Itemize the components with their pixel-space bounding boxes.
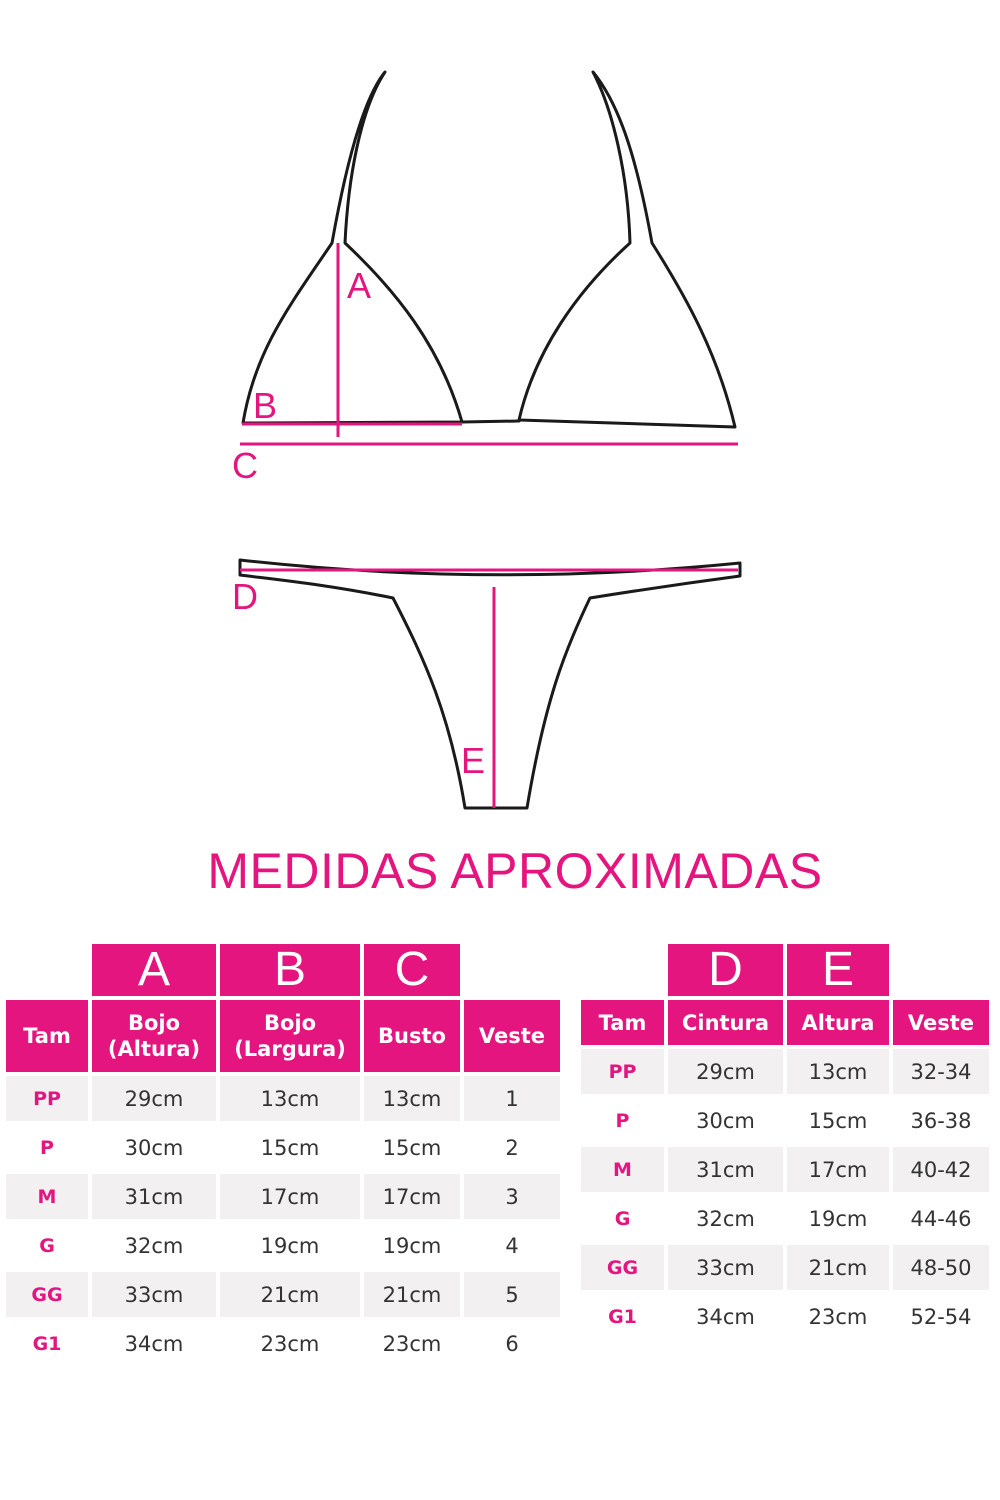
empty-cell bbox=[893, 944, 989, 996]
marker-label-a: A bbox=[347, 265, 372, 306]
table-row bbox=[6, 1174, 560, 1219]
header-cintura: Cintura bbox=[668, 1000, 783, 1045]
size-cell: GG bbox=[581, 1245, 664, 1290]
value-cell: 23cm bbox=[364, 1321, 460, 1366]
empty-cell bbox=[464, 944, 560, 996]
size-cell: P bbox=[6, 1125, 88, 1170]
value-cell: 33cm bbox=[668, 1245, 783, 1290]
value-cell: 17cm bbox=[787, 1147, 889, 1192]
header-tam: Tam bbox=[581, 1000, 664, 1045]
table-row bbox=[6, 1321, 560, 1366]
bottom-header-row bbox=[581, 1000, 989, 1045]
marker-label-d: D bbox=[232, 576, 258, 617]
value-cell: 13cm bbox=[364, 1076, 460, 1121]
value-cell: 15cm bbox=[220, 1125, 360, 1170]
value-cell: 21cm bbox=[220, 1272, 360, 1317]
size-cell: M bbox=[581, 1147, 664, 1192]
header-veste: Veste bbox=[464, 1000, 560, 1072]
header-busto: Busto bbox=[364, 1000, 460, 1072]
size-cell: G bbox=[581, 1196, 664, 1241]
size-cell: G bbox=[6, 1223, 88, 1268]
size-cell: M bbox=[6, 1174, 88, 1219]
table-row bbox=[581, 1294, 989, 1339]
value-cell: 29cm bbox=[668, 1049, 783, 1094]
value-cell: 32cm bbox=[668, 1196, 783, 1241]
value-cell: 2 bbox=[464, 1125, 560, 1170]
value-cell: 17cm bbox=[220, 1174, 360, 1219]
size-cell: PP bbox=[581, 1049, 664, 1094]
empty-cell bbox=[6, 944, 88, 996]
header-bojo-altura: Bojo (Altura) bbox=[92, 1000, 216, 1072]
value-cell: 1 bbox=[464, 1076, 560, 1121]
value-cell: 23cm bbox=[787, 1294, 889, 1339]
value-cell: 29cm bbox=[92, 1076, 216, 1121]
value-cell: 36-38 bbox=[893, 1098, 989, 1143]
value-cell: 33cm bbox=[92, 1272, 216, 1317]
value-cell: 34cm bbox=[668, 1294, 783, 1339]
marker-label-e: E bbox=[461, 740, 486, 781]
measurement-lines bbox=[240, 243, 738, 808]
bottom-letter-row bbox=[581, 944, 989, 996]
column-letter-c: C bbox=[364, 944, 460, 996]
value-cell: 13cm bbox=[787, 1049, 889, 1094]
table-row bbox=[581, 1147, 989, 1192]
size-cell: G1 bbox=[581, 1294, 664, 1339]
column-letter-d: D bbox=[668, 944, 783, 996]
value-cell: 44-46 bbox=[893, 1196, 989, 1241]
table-row bbox=[581, 1196, 989, 1241]
value-cell: 15cm bbox=[364, 1125, 460, 1170]
value-cell: 19cm bbox=[220, 1223, 360, 1268]
size-cell: G1 bbox=[6, 1321, 88, 1366]
value-cell: 4 bbox=[464, 1223, 560, 1268]
value-cell: 34cm bbox=[92, 1321, 216, 1366]
value-cell: 32-34 bbox=[893, 1049, 989, 1094]
table-row bbox=[581, 1098, 989, 1143]
marker-label-b: B bbox=[253, 385, 278, 426]
value-cell: 15cm bbox=[787, 1098, 889, 1143]
value-cell: 17cm bbox=[364, 1174, 460, 1219]
value-cell: 23cm bbox=[220, 1321, 360, 1366]
page-title: MEDIDAS APROXIMADAS bbox=[207, 843, 823, 899]
column-letter-e: E bbox=[787, 944, 889, 996]
size-cell: PP bbox=[6, 1076, 88, 1121]
top-letter-row bbox=[6, 944, 560, 996]
top-header-row bbox=[6, 1000, 560, 1072]
bikini-bottom-outline bbox=[240, 560, 740, 808]
table-row bbox=[6, 1125, 560, 1170]
header-bojo-largura: Bojo (Largura) bbox=[220, 1000, 360, 1072]
column-letter-a: A bbox=[92, 944, 216, 996]
size-cell: GG bbox=[6, 1272, 88, 1317]
value-cell: 6 bbox=[464, 1321, 560, 1366]
bottom-table-body bbox=[581, 1049, 989, 1339]
empty-cell bbox=[581, 944, 664, 996]
value-cell: 5 bbox=[464, 1272, 560, 1317]
table-row bbox=[6, 1272, 560, 1317]
size-cell: P bbox=[581, 1098, 664, 1143]
table-row bbox=[581, 1245, 989, 1290]
header-veste: Veste bbox=[893, 1000, 989, 1045]
value-cell: 13cm bbox=[220, 1076, 360, 1121]
value-cell: 30cm bbox=[92, 1125, 216, 1170]
table-row bbox=[6, 1076, 560, 1121]
bottom-size-table bbox=[577, 940, 993, 1343]
value-cell: 19cm bbox=[787, 1196, 889, 1241]
value-cell: 31cm bbox=[92, 1174, 216, 1219]
value-cell: 19cm bbox=[364, 1223, 460, 1268]
top-table-body bbox=[6, 1076, 560, 1366]
column-letter-b: B bbox=[220, 944, 360, 996]
table-row bbox=[581, 1049, 989, 1094]
marker-label-c: C bbox=[232, 445, 258, 486]
value-cell: 52-54 bbox=[893, 1294, 989, 1339]
value-cell: 30cm bbox=[668, 1098, 783, 1143]
value-cell: 40-42 bbox=[893, 1147, 989, 1192]
header-altura: Altura bbox=[787, 1000, 889, 1045]
table-row bbox=[6, 1223, 560, 1268]
value-cell: 48-50 bbox=[893, 1245, 989, 1290]
header-tam: Tam bbox=[6, 1000, 88, 1072]
top-size-table bbox=[2, 940, 564, 1370]
value-cell: 3 bbox=[464, 1174, 560, 1219]
value-cell: 21cm bbox=[787, 1245, 889, 1290]
value-cell: 21cm bbox=[364, 1272, 460, 1317]
bikini-top-outline bbox=[243, 72, 735, 427]
value-cell: 32cm bbox=[92, 1223, 216, 1268]
value-cell: 31cm bbox=[668, 1147, 783, 1192]
